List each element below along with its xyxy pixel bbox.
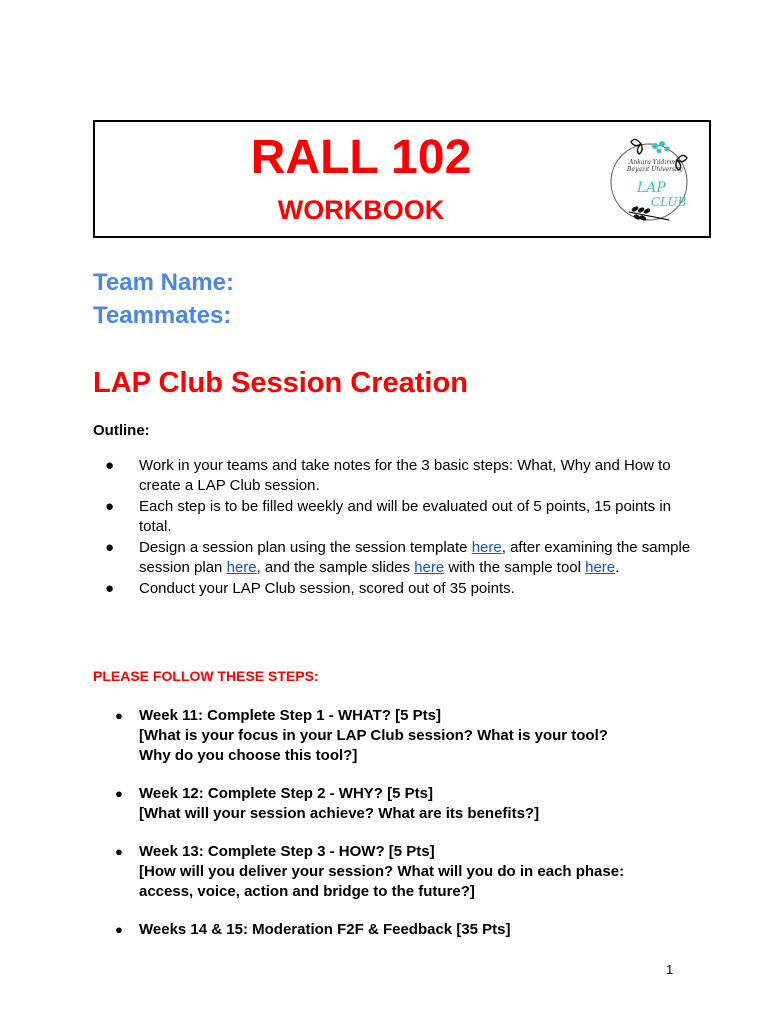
- bullet-icon: ●: [105, 457, 115, 474]
- list-item: [93, 538, 693, 578]
- svg-text:CLUB: CLUB: [651, 195, 687, 209]
- decorative-dots-icon: [652, 141, 670, 154]
- svg-text:Ankara Yıldırım: Ankara Yıldırım: [629, 159, 677, 166]
- svg-text:Beyazıt University: Beyazıt University: [627, 166, 683, 173]
- step-question: [How will you deliver your session? What will you do in each phase:: [139, 863, 625, 880]
- steps-heading: PLEASE FOLLOW THESE STEPS:: [93, 668, 319, 684]
- step-item: [93, 784, 693, 824]
- bullet-icon: ●: [105, 580, 115, 597]
- step-title: Week 11: Complete Step 1 - WHAT? [5 Pts]: [139, 707, 441, 724]
- document-title: RALL 102: [250, 131, 472, 184]
- step-question: [What is your focus in your LAP Club session? What is your tool?: [139, 727, 608, 744]
- section-heading: LAP Club Session Creation: [93, 367, 468, 399]
- page-number: 1: [666, 962, 674, 977]
- document-subtitle: WORKBOOK: [277, 195, 445, 225]
- bullet-icon: ●: [105, 539, 115, 556]
- list-item: [93, 497, 693, 537]
- bullet-icon: ●: [115, 922, 123, 937]
- sample-slides-link[interactable]: here: [414, 559, 445, 576]
- outline-label: Outline:: [93, 422, 150, 439]
- title-box: [93, 120, 711, 238]
- sample-session-plan-link[interactable]: here: [226, 559, 257, 576]
- step-title: Week 13: Complete Step 3 - HOW? [5 Pts]: [139, 843, 435, 860]
- lap-club-logo: [607, 132, 693, 226]
- list-item: [93, 579, 693, 599]
- butterfly-icon: [631, 139, 642, 154]
- list-item-text: Conduct your LAP Club session, scored out of 35 points.: [139, 580, 515, 597]
- svg-text:LAP: LAP: [637, 180, 666, 196]
- bullet-icon: ●: [115, 708, 123, 723]
- step-question: access, voice, action and bridge to the future?]: [139, 883, 475, 900]
- step-question: Why do you choose this tool?]: [139, 747, 358, 764]
- bullet-icon: ●: [115, 786, 123, 801]
- list-item-text: Each step is to be filled weekly and will be evaluated out of 5 points, 15 points in total.: [139, 498, 671, 535]
- step-question: [What will your session achieve? What are its benefits?]: [139, 805, 540, 822]
- bullet-icon: ●: [105, 498, 115, 515]
- logo-graphic: [607, 132, 693, 226]
- team-name-label: Team Name:: [93, 269, 234, 296]
- list-item-text: Work in your teams and take notes for the 3 basic steps: What, Why and How to create a LAP Club session.: [139, 457, 671, 494]
- session-template-link[interactable]: here: [471, 539, 502, 556]
- step-title: Week 12: Complete Step 2 - WHY? [5 Pts]: [139, 785, 433, 802]
- steps-list: [93, 706, 693, 958]
- bullet-icon: ●: [115, 844, 123, 859]
- step-item: [93, 842, 693, 902]
- list-item: [93, 456, 693, 496]
- sample-tool-link[interactable]: here: [585, 559, 616, 576]
- step-item: [93, 706, 693, 766]
- step-title: Weeks 14 & 15: Moderation F2F & Feedback [35 Pts]: [139, 921, 511, 938]
- outline-list: [93, 456, 693, 600]
- teammates-label: Teammates:: [93, 302, 232, 329]
- list-item-text: Design a session plan using the session template here, after examining the sample session plan here, and the sample slides here with the sample tool here.: [139, 539, 691, 576]
- step-item: [93, 920, 693, 940]
